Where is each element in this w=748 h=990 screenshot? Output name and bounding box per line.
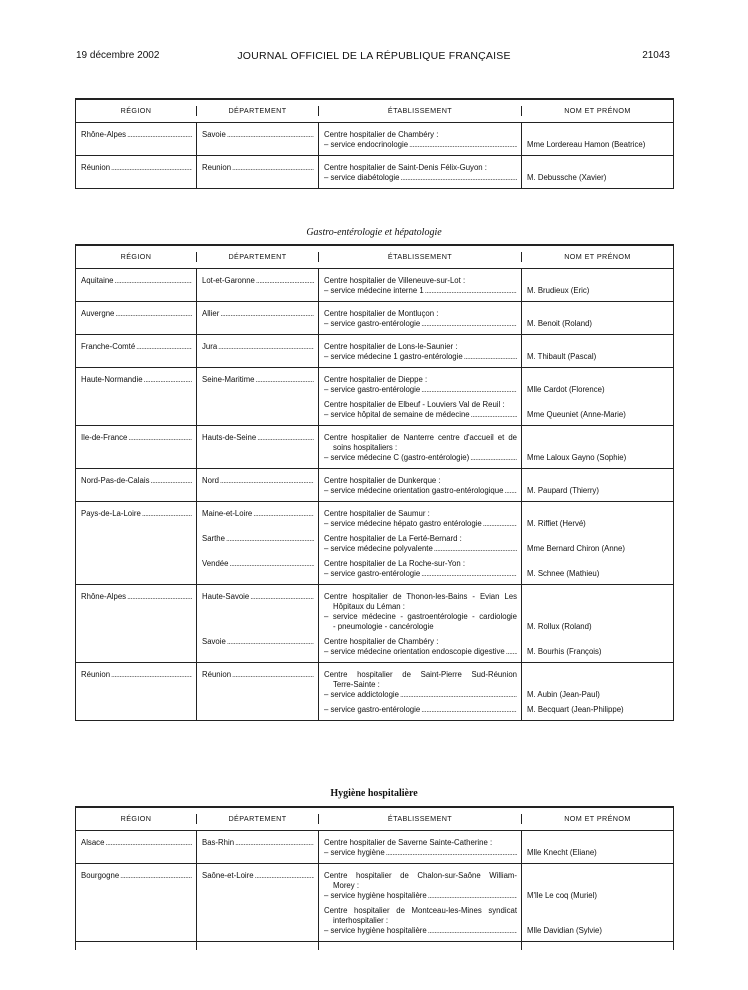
establishment-line: Centre hospitalier de Saumur : xyxy=(324,509,430,518)
region-cell xyxy=(76,864,196,941)
establishment-line: – service médecine - gastroentérologie - cardiologie xyxy=(324,612,517,621)
department-name: Lot-et-Garonne ..... xyxy=(202,276,314,286)
establishment-group xyxy=(324,637,517,657)
establishment-group xyxy=(324,670,517,700)
establishment-group xyxy=(324,130,517,150)
name-cell xyxy=(521,123,673,155)
department-group xyxy=(202,906,314,936)
region-cell xyxy=(76,663,196,720)
person-group xyxy=(527,130,669,150)
person-group xyxy=(527,592,669,632)
region-name: Réunion ..... xyxy=(81,163,192,173)
region-cell xyxy=(76,502,196,584)
establishment-group xyxy=(324,163,517,183)
region-name: Auvergne ..... xyxy=(81,309,192,319)
column-header-nom: NOM ET PRÉNOM xyxy=(521,814,673,824)
person-group xyxy=(527,400,669,420)
department-name: Réunion ..... xyxy=(202,670,314,680)
establishment-line: – service médecine interne 1 ..... xyxy=(324,286,517,296)
establishment-group xyxy=(324,476,517,496)
establishment-group xyxy=(324,559,517,579)
establishment-group xyxy=(324,276,517,296)
person-name: M. Riffiet (Hervé) xyxy=(527,519,586,528)
section-title: Hygiène hospitalière xyxy=(330,788,418,799)
column-header-departement: DÉPARTEMENT xyxy=(196,814,318,824)
department-name: Sarthe ..... xyxy=(202,534,314,544)
person-group xyxy=(527,559,669,579)
establishment-group xyxy=(324,400,517,420)
establishment-line: – service diabétologie ..... xyxy=(324,173,517,183)
establishment-line: Hôpitaux du Léman : xyxy=(333,602,405,611)
department-name: Bas-Rhin ..... xyxy=(202,838,314,848)
person-name: M. Benoit (Roland) xyxy=(527,319,593,328)
person-name: M. Thibault (Pascal) xyxy=(527,352,597,361)
establishment-line: Centre hospitalier de Lons-le-Saunier : xyxy=(324,342,458,351)
person-group xyxy=(527,871,669,901)
person-group xyxy=(527,476,669,496)
establishment-line: Centre hospitalier de Montluçon : xyxy=(324,309,439,318)
region-name: Nord-Pas-de-Calais ..... xyxy=(81,476,192,486)
department-name: Maine-et-Loire ..... xyxy=(202,509,314,519)
establishment-group xyxy=(324,705,517,715)
name-cell xyxy=(521,502,673,584)
department-group xyxy=(202,838,314,858)
person-name: M. Bourhis (François) xyxy=(527,647,602,656)
establishment-line: – service hôpital de semaine de médecine ..... xyxy=(324,410,517,420)
region-name: Franche-Comté ..... xyxy=(81,342,192,352)
establishment-line: – service médecine hépato gastro entérologie ..... xyxy=(324,519,517,529)
establishment-group xyxy=(324,433,517,463)
column-header-region: RÉGION xyxy=(120,252,152,261)
person-group xyxy=(527,342,669,362)
region-name: Réunion ..... xyxy=(81,670,192,680)
establishment-group xyxy=(324,838,517,858)
department-cell xyxy=(196,335,318,367)
person-group xyxy=(527,534,669,554)
region-cell xyxy=(76,368,196,425)
establishment-line: Centre hospitalier de Saint-Denis Félix-Guyon : xyxy=(324,163,487,172)
person-group xyxy=(527,375,669,395)
department-group xyxy=(202,433,314,463)
column-header-departement: DÉPARTEMENT xyxy=(196,106,318,116)
department-name: Saône-et-Loire ..... xyxy=(202,871,314,881)
establishment-line: – service médecine orientation gastro-entérologique ..... xyxy=(324,486,517,496)
department-cell xyxy=(196,426,318,468)
establishment-line: Centre hospitalier de La Roche-sur-Yon : xyxy=(324,559,466,568)
department-name: Reunion ..... xyxy=(202,163,314,173)
establishment-cell xyxy=(318,302,521,334)
department-group xyxy=(202,509,314,529)
establishment-line: Centre hospitalier de Dieppe : xyxy=(324,375,428,384)
establishment-line: Centre hospitalier de Saverne Sainte-Catherine : xyxy=(324,838,493,847)
department-cell xyxy=(196,469,318,501)
column-header-etablissement: ÉTABLISSEMENT xyxy=(318,814,521,824)
table-row xyxy=(76,301,673,334)
establishment-line: – service médecine C (gastro-entérologie) ..... xyxy=(324,453,517,463)
page-number: 21043 xyxy=(642,50,670,61)
establishment-line: Centre hospitalier de Dunkerque : xyxy=(324,476,441,485)
department-group xyxy=(202,375,314,395)
establishment-line: Morey : xyxy=(333,881,359,890)
department-name: Savoie ..... xyxy=(202,130,314,140)
person-group xyxy=(527,838,669,858)
department-name: Haute-Savoie ..... xyxy=(202,592,314,602)
department-cell xyxy=(196,864,318,941)
establishment-cell xyxy=(318,864,521,941)
name-cell xyxy=(521,335,673,367)
establishment-line: – service hygiène hospitalière ..... xyxy=(324,926,517,936)
department-name: Allier ..... xyxy=(202,309,314,319)
establishment-line: - pneumologie - cancérologie xyxy=(333,622,434,631)
establishment-line: – service médecine polyvalente ..... xyxy=(324,544,517,554)
department-group xyxy=(202,534,314,554)
person-name: Mlle Cardot (Florence) xyxy=(527,385,605,394)
establishment-line: Centre hospitalier de Elbeuf - Louviers Val de Reuil : xyxy=(324,400,505,409)
column-header-etablissement: ÉTABLISSEMENT xyxy=(318,252,521,262)
region-cell xyxy=(76,335,196,367)
person-name: Mme Lordereau Hamon (Beatrice) xyxy=(527,140,646,149)
establishment-line: – service hygiène hospitalière ..... xyxy=(324,891,517,901)
establishment-cell xyxy=(318,426,521,468)
region-name: Pays-de-La-Loire ..... xyxy=(81,509,192,519)
establishment-cell xyxy=(318,502,521,584)
person-name: Mme Bernard Chiron (Anne) xyxy=(527,544,625,553)
person-group xyxy=(527,906,669,936)
department-name: Jura ..... xyxy=(202,342,314,352)
data-table xyxy=(75,98,674,189)
name-cell xyxy=(521,663,673,720)
establishment-line: – service addictologie ..... xyxy=(324,690,517,700)
person-group xyxy=(527,705,669,715)
person-name: M. Becquart (Jean-Philippe) xyxy=(527,705,624,714)
person-name: Mme Laloux Gayno (Sophie) xyxy=(527,453,627,462)
department-group xyxy=(202,637,314,657)
department-group xyxy=(202,342,314,362)
table-row xyxy=(76,367,673,425)
establishment-line: – service médecine orientation endoscopie digestive ..... xyxy=(324,647,517,657)
name-cell xyxy=(521,426,673,468)
person-name: Mlle Davidian (Sylvie) xyxy=(527,926,602,935)
department-name: Seine-Maritime ..... xyxy=(202,375,314,385)
region-name: Haute-Normandie ..... xyxy=(81,375,192,385)
table-header-row xyxy=(76,246,673,268)
person-group xyxy=(527,509,669,529)
establishment-line: Centre hospitalier de Thonon-les-Bains - Evian Les xyxy=(324,592,517,601)
column-header-etablissement: ÉTABLISSEMENT xyxy=(318,106,521,116)
journal-title: JOURNAL OFFICIEL DE LA RÉPUBLIQUE FRANÇAISE xyxy=(237,50,511,62)
section-title: Gastro-entérologie et hépatologie xyxy=(306,227,442,238)
establishment-cell xyxy=(318,585,521,662)
name-cell xyxy=(521,156,673,188)
table-row xyxy=(76,334,673,367)
establishment-line: Centre hospitalier de Villeneuve-sur-Lot : xyxy=(324,276,466,285)
table-continuation xyxy=(76,941,673,950)
department-name: Savoie ..... xyxy=(202,637,314,647)
table-row xyxy=(76,425,673,468)
person-name: Mlle Knecht (Eliane) xyxy=(527,848,597,857)
department-cell xyxy=(196,585,318,662)
establishment-line: Centre hospitalier de Nanterre centre d'accueil et de xyxy=(324,433,517,442)
establishment-cell xyxy=(318,335,521,367)
table-row xyxy=(76,863,673,941)
continuation-cell xyxy=(318,942,521,950)
table-row xyxy=(76,155,673,188)
department-group xyxy=(202,163,314,183)
region-cell xyxy=(76,269,196,301)
establishment-cell xyxy=(318,123,521,155)
establishment-group xyxy=(324,342,517,362)
table-header-row xyxy=(76,100,673,122)
name-cell xyxy=(521,368,673,425)
establishment-line: Centre hospitalier de Saint-Pierre Sud-Réunion xyxy=(324,670,517,679)
department-cell xyxy=(196,663,318,720)
establishment-cell xyxy=(318,156,521,188)
department-cell xyxy=(196,156,318,188)
person-name: M'lle Le coq (Muriel) xyxy=(527,891,597,900)
region-name: Aquitaine ..... xyxy=(81,276,192,286)
person-group xyxy=(527,309,669,329)
table-row xyxy=(76,122,673,155)
region-name: Rhône-Alpes ..... xyxy=(81,592,192,602)
name-cell xyxy=(521,585,673,662)
establishment-cell xyxy=(318,269,521,301)
person-group xyxy=(527,163,669,183)
establishment-cell xyxy=(318,469,521,501)
establishment-cell xyxy=(318,831,521,863)
establishment-line: Terre-Sainte : xyxy=(333,680,380,689)
table-row xyxy=(76,268,673,301)
establishment-group xyxy=(324,375,517,395)
region-name: Bourgogne ..... xyxy=(81,871,192,881)
column-header-nom: NOM ET PRÉNOM xyxy=(521,106,673,116)
column-header-region: RÉGION xyxy=(120,814,152,823)
name-cell xyxy=(521,864,673,941)
department-name: Nord ..... xyxy=(202,476,314,486)
establishment-cell xyxy=(318,368,521,425)
department-group xyxy=(202,592,314,632)
continuation-cell xyxy=(521,942,673,950)
department-cell xyxy=(196,302,318,334)
department-cell xyxy=(196,269,318,301)
department-group xyxy=(202,276,314,296)
region-name: Alsace ..... xyxy=(81,838,192,848)
department-group xyxy=(202,705,314,715)
establishment-line: – service gastro-entérologie ..... xyxy=(324,385,517,395)
establishment-line: – service gastro-entérologie ..... xyxy=(324,705,517,715)
person-name: M. Rollux (Roland) xyxy=(527,622,592,631)
establishment-line: – service médecine 1 gastro-entérologie ..... xyxy=(324,352,517,362)
region-cell xyxy=(76,469,196,501)
table-row xyxy=(76,830,673,863)
continuation-cell xyxy=(76,942,196,950)
region-name: Ile-de-France ..... xyxy=(81,433,192,443)
table-row xyxy=(76,662,673,720)
person-group xyxy=(527,433,669,463)
person-name: M. Brudieux (Eric) xyxy=(527,286,590,295)
department-cell xyxy=(196,831,318,863)
person-name: M. Paupard (Thierry) xyxy=(527,486,599,495)
person-name: M. Debussche (Xavier) xyxy=(527,173,607,182)
establishment-line: soins hospitaliers : xyxy=(333,443,398,452)
establishment-line: Centre hospitalier de Chambéry : xyxy=(324,130,439,139)
establishment-line: Centre hospitalier de Chambéry : xyxy=(324,637,439,646)
column-header-nom: NOM ET PRÉNOM xyxy=(521,252,673,262)
page-date: 19 décembre 2002 xyxy=(76,50,160,61)
table-header-row xyxy=(76,808,673,830)
name-cell xyxy=(521,831,673,863)
name-cell xyxy=(521,302,673,334)
continuation-cell xyxy=(196,942,318,950)
establishment-group xyxy=(324,592,517,632)
department-group xyxy=(202,130,314,150)
person-name: Mme Queuniet (Anne-Marie) xyxy=(527,410,626,419)
establishment-line: – service gastro-entérologie ..... xyxy=(324,569,517,579)
data-table xyxy=(75,806,674,950)
person-group xyxy=(527,670,669,700)
department-group xyxy=(202,476,314,496)
table-row xyxy=(76,584,673,662)
department-cell xyxy=(196,502,318,584)
person-group xyxy=(527,276,669,296)
establishment-line: Centre hospitalier de Montceau-les-Mines syndicat xyxy=(324,906,517,915)
establishment-group xyxy=(324,534,517,554)
person-group xyxy=(527,637,669,657)
region-cell xyxy=(76,585,196,662)
establishment-line: Centre hospitalier de Chalon-sur-Saône William- xyxy=(324,871,517,880)
department-cell xyxy=(196,123,318,155)
region-cell xyxy=(76,156,196,188)
department-name: Hauts-de-Seine ..... xyxy=(202,433,314,443)
establishment-line: – service gastro-entérologie ..... xyxy=(324,319,517,329)
column-header-departement: DÉPARTEMENT xyxy=(196,252,318,262)
department-cell xyxy=(196,368,318,425)
data-table xyxy=(75,244,674,721)
establishment-line: Centre hospitalier de La Ferté-Bernard : xyxy=(324,534,462,543)
establishment-line: – service endocrinologie ..... xyxy=(324,140,517,150)
establishment-cell xyxy=(318,663,521,720)
department-group xyxy=(202,400,314,420)
region-cell xyxy=(76,123,196,155)
table-row xyxy=(76,468,673,501)
column-header-region: RÉGION xyxy=(120,106,152,115)
establishment-line: interhospitalier : xyxy=(333,916,389,925)
person-name: M. Schnee (Mathieu) xyxy=(527,569,600,578)
establishment-line: – service hygiène ..... xyxy=(324,848,517,858)
department-group xyxy=(202,559,314,579)
region-cell xyxy=(76,302,196,334)
region-name: Rhône-Alpes ..... xyxy=(81,130,192,140)
establishment-group xyxy=(324,906,517,936)
establishment-group xyxy=(324,871,517,901)
table-row xyxy=(76,501,673,584)
establishment-group xyxy=(324,309,517,329)
region-cell xyxy=(76,426,196,468)
name-cell xyxy=(521,269,673,301)
department-group xyxy=(202,309,314,329)
department-group xyxy=(202,670,314,700)
person-name: M. Aubin (Jean-Paul) xyxy=(527,690,600,699)
department-group xyxy=(202,871,314,901)
name-cell xyxy=(521,469,673,501)
department-name: Vendée ..... xyxy=(202,559,314,569)
region-cell xyxy=(76,831,196,863)
establishment-group xyxy=(324,509,517,529)
